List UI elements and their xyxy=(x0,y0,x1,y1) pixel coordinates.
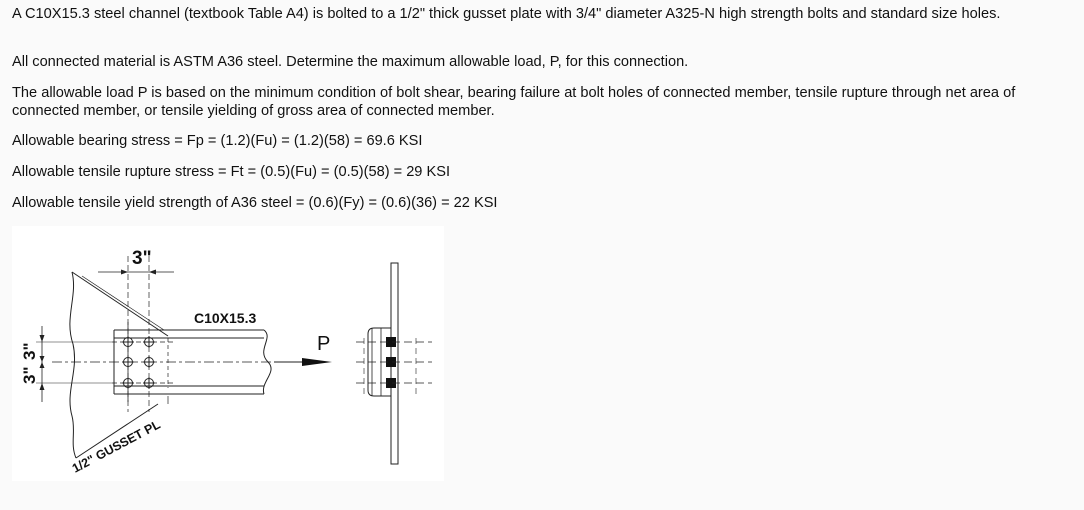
material-statement: All connected material is ASTM A36 steel. Determine the maximum allowable load, P, for this connection. xyxy=(12,54,689,70)
bolt-holes xyxy=(122,336,155,389)
gusset-plate-outline xyxy=(70,272,76,458)
criteria-statement: The allowable load P is based on the minimum condition of bolt shear, bearing failure at bolt holes of connected member, tensile rupture through net area of connected member, or tensile yielding of gross area of connected member. xyxy=(12,85,1016,119)
dim-side-label-lower: 3" xyxy=(20,366,39,384)
rupture-stress-line: Allowable tensile rupture stress = Ft = (0.5)(Fu) = (0.5)(58) = 29 KSI xyxy=(12,164,450,180)
problem-statement: A C10X15.3 steel channel (textbook Table A4) is bolted to a 1/2" thick gusset plate with 3/4" diameter A325-N high strength bolts and standard size holes. xyxy=(12,6,1001,22)
dim-top-label: 3" xyxy=(132,248,152,269)
gusset-plate-label: 1/2" GUSSET PL xyxy=(69,417,163,476)
connection-diagram xyxy=(12,226,444,481)
load-label: P xyxy=(317,333,331,355)
gusset-plate-top-edge xyxy=(72,272,168,336)
gusset-plate-inner-line xyxy=(82,276,164,330)
channel-label: C10X15.3 xyxy=(194,310,257,326)
bearing-stress-line: Allowable bearing stress = Fp = (1.2)(Fu) = (1.2)(58) = 69.6 KSI xyxy=(12,133,423,149)
load-arrow-head xyxy=(302,358,332,366)
dim-side-label-upper: 3" xyxy=(20,342,39,360)
connection-drawing xyxy=(12,226,444,481)
yield-strength-line: Allowable tensile yield strength of A36 steel = (0.6)(Fy) = (0.6)(36) = 22 KSI xyxy=(12,195,498,211)
